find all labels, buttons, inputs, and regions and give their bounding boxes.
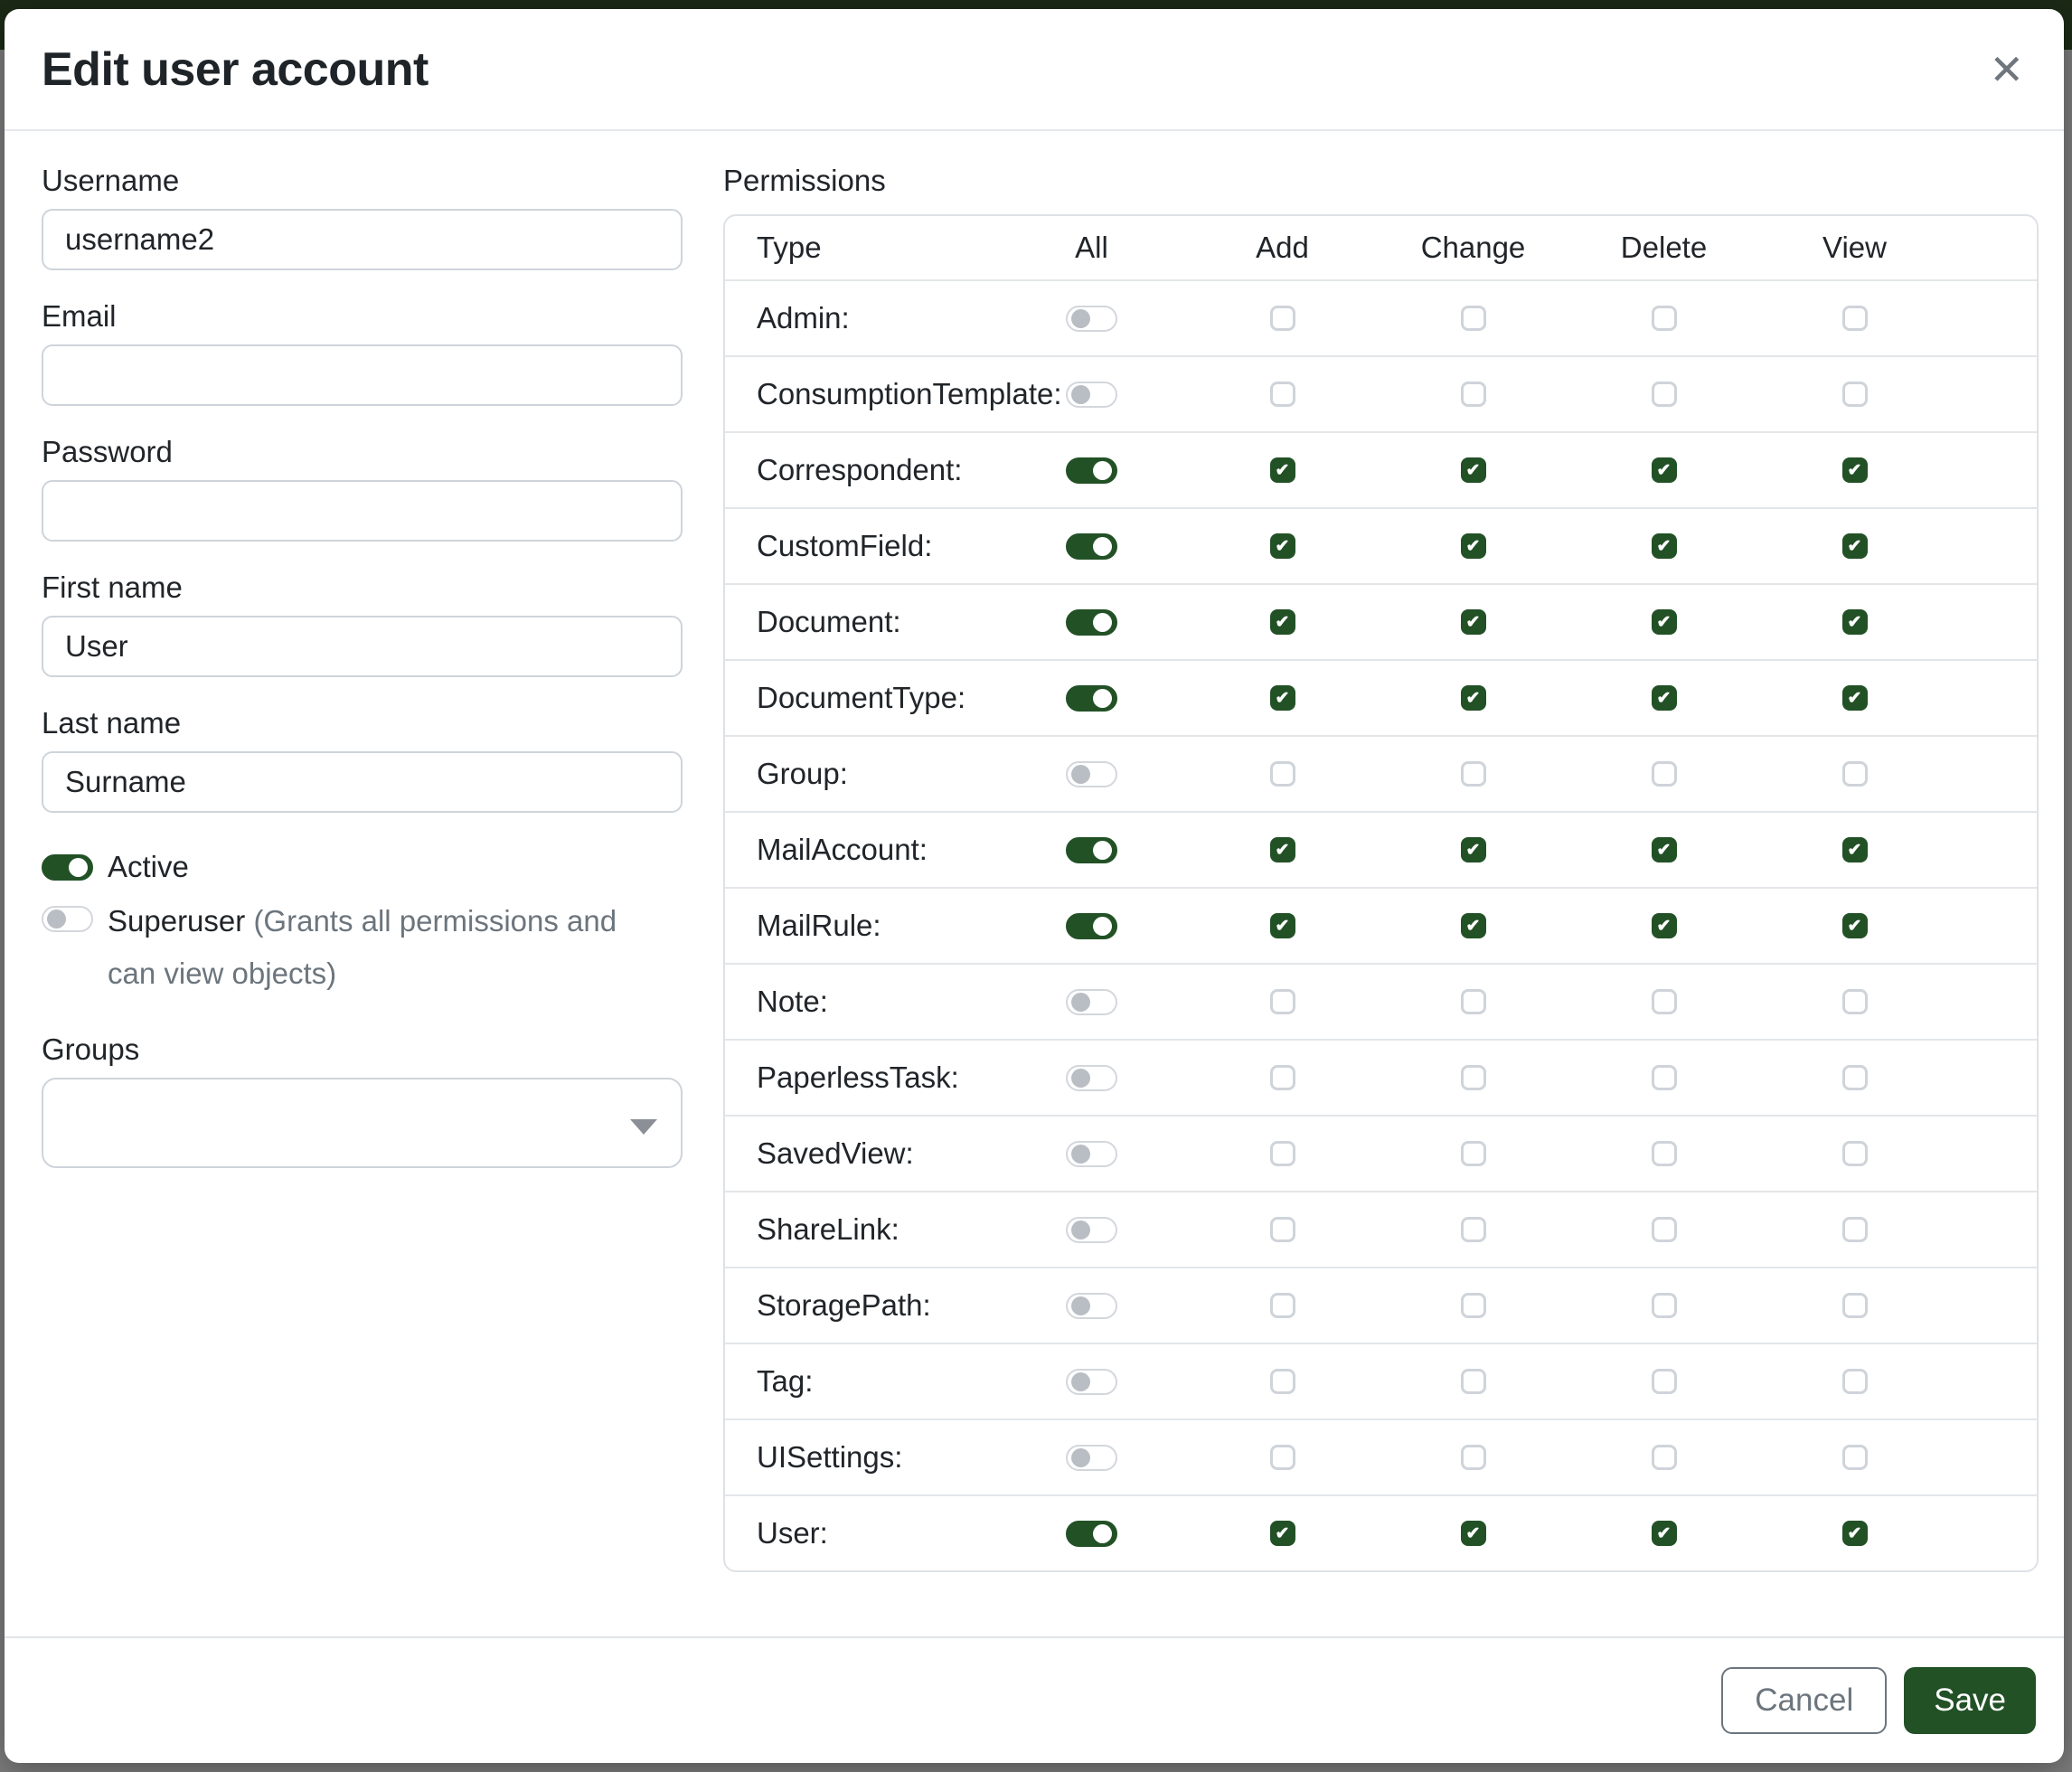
permission-add-checkbox[interactable]: ✔ xyxy=(1270,913,1295,938)
column-header-all: All xyxy=(1075,231,1108,264)
permission-change-checkbox[interactable] xyxy=(1461,306,1486,331)
permission-type-label: User: xyxy=(757,1516,828,1550)
permission-delete-checkbox[interactable]: ✔ xyxy=(1652,837,1677,862)
permission-change-checkbox[interactable]: ✔ xyxy=(1461,837,1486,862)
last-name-label: Last name xyxy=(42,706,182,740)
permission-delete-checkbox[interactable] xyxy=(1652,989,1677,1014)
column-header-add: Add xyxy=(1256,231,1309,264)
table-row xyxy=(725,431,2037,507)
permission-all-toggle[interactable] xyxy=(1066,609,1117,636)
permission-view-checkbox[interactable] xyxy=(1842,761,1868,787)
permissions-table xyxy=(723,214,2039,1572)
permission-change-checkbox[interactable] xyxy=(1461,1141,1486,1166)
permission-change-checkbox[interactable]: ✔ xyxy=(1461,609,1486,635)
permission-view-checkbox[interactable]: ✔ xyxy=(1842,913,1868,938)
permission-all-toggle[interactable] xyxy=(1066,685,1117,712)
permission-type-label: MailRule: xyxy=(757,909,881,942)
toggle-knob xyxy=(1071,993,1090,1012)
toggle-knob xyxy=(1071,1221,1090,1239)
column-header-delete: Delete xyxy=(1620,231,1708,264)
table-row xyxy=(725,735,2037,811)
permission-all-toggle[interactable] xyxy=(1066,989,1117,1015)
column-header-type: Type xyxy=(757,231,822,264)
permission-type-label: MailAccount: xyxy=(757,833,928,866)
permission-type-label: StoragePath: xyxy=(757,1288,931,1322)
permission-view-checkbox[interactable] xyxy=(1842,989,1868,1014)
permission-delete-checkbox[interactable] xyxy=(1652,1293,1677,1318)
permission-change-checkbox[interactable] xyxy=(1461,382,1486,407)
superuser-hint: (Grants all permissions and can view objects) xyxy=(108,904,617,990)
permission-all-toggle[interactable] xyxy=(1066,1293,1117,1319)
permission-all-toggle[interactable] xyxy=(1066,1141,1117,1167)
permission-delete-checkbox[interactable] xyxy=(1652,1065,1677,1090)
table-row xyxy=(725,1115,2037,1191)
permission-add-checkbox[interactable] xyxy=(1270,989,1295,1014)
permission-all-toggle[interactable] xyxy=(1066,837,1117,863)
permission-add-checkbox[interactable]: ✔ xyxy=(1270,837,1295,862)
table-row xyxy=(725,811,2037,887)
permission-view-checkbox[interactable]: ✔ xyxy=(1842,1521,1868,1546)
page-title: Edit user account xyxy=(42,42,429,96)
permission-type-label: Correspondent: xyxy=(757,453,963,486)
permission-type-label: ShareLink: xyxy=(757,1212,899,1246)
permission-change-checkbox[interactable]: ✔ xyxy=(1461,685,1486,711)
table-row xyxy=(725,1494,2037,1570)
password-input[interactable] xyxy=(42,480,683,542)
permission-change-checkbox[interactable]: ✔ xyxy=(1461,913,1486,938)
table-row xyxy=(725,659,2037,735)
close-icon: ✕ xyxy=(1989,45,2024,93)
column-header-change: Change xyxy=(1420,231,1526,264)
permission-all-toggle[interactable] xyxy=(1066,1521,1117,1547)
last-name-input[interactable] xyxy=(42,751,683,813)
toggle-knob xyxy=(1071,1145,1090,1164)
permission-type-label: PaperlessTask: xyxy=(757,1060,959,1094)
permission-view-checkbox[interactable]: ✔ xyxy=(1842,685,1868,711)
toggle-knob xyxy=(1093,537,1112,556)
toggle-knob xyxy=(1093,689,1112,708)
permission-add-checkbox[interactable] xyxy=(1270,1065,1295,1090)
permission-type-label: Admin: xyxy=(757,301,850,335)
toggle-knob xyxy=(69,858,88,877)
active-label: Active xyxy=(108,850,189,883)
edit-user-modal xyxy=(5,9,2064,1763)
table-row xyxy=(725,279,2037,355)
toggle-knob xyxy=(1093,613,1112,632)
permission-add-checkbox[interactable] xyxy=(1270,306,1295,331)
permission-all-toggle[interactable] xyxy=(1066,306,1117,332)
permission-add-checkbox[interactable]: ✔ xyxy=(1270,1521,1295,1546)
password-label: Password xyxy=(42,435,173,468)
toggle-knob xyxy=(1071,1296,1090,1315)
permission-type-label: DocumentType: xyxy=(757,681,966,714)
permission-all-toggle[interactable] xyxy=(1066,761,1117,787)
toggle-knob xyxy=(1071,309,1090,328)
active-toggle[interactable] xyxy=(42,854,93,881)
column-header-view: View xyxy=(1822,231,1887,264)
permissions-rows xyxy=(725,279,2037,1570)
permission-all-toggle[interactable] xyxy=(1066,1065,1117,1091)
permission-delete-checkbox[interactable] xyxy=(1652,382,1677,407)
permission-type-label: Note: xyxy=(757,985,828,1018)
table-row xyxy=(725,963,2037,1039)
permission-change-checkbox[interactable] xyxy=(1461,1065,1486,1090)
save-button[interactable]: Save xyxy=(1904,1667,2036,1734)
toggle-knob xyxy=(1093,841,1112,860)
permission-change-checkbox[interactable] xyxy=(1461,761,1486,787)
table-row xyxy=(725,1343,2037,1419)
user-form xyxy=(42,162,683,1636)
permission-view-checkbox[interactable] xyxy=(1842,1369,1868,1394)
permission-add-checkbox[interactable] xyxy=(1270,1141,1295,1166)
toggle-knob xyxy=(1071,385,1090,404)
permission-delete-checkbox[interactable] xyxy=(1652,1369,1677,1394)
toggle-knob xyxy=(1071,1069,1090,1088)
permission-view-checkbox[interactable] xyxy=(1842,1141,1868,1166)
toggle-knob xyxy=(47,910,66,928)
permission-type-label: Document: xyxy=(757,605,901,638)
toggle-knob xyxy=(1071,765,1090,784)
permission-add-checkbox[interactable] xyxy=(1270,1369,1295,1394)
permission-add-checkbox[interactable]: ✔ xyxy=(1270,685,1295,711)
permission-type-label: SavedView: xyxy=(757,1136,914,1170)
close-button[interactable] xyxy=(1980,42,2033,98)
permission-view-checkbox[interactable] xyxy=(1842,1217,1868,1242)
permission-all-toggle[interactable] xyxy=(1066,533,1117,560)
table-row xyxy=(725,1419,2037,1494)
email-label: Email xyxy=(42,299,117,333)
permission-delete-checkbox[interactable]: ✔ xyxy=(1652,457,1677,483)
permission-add-checkbox[interactable]: ✔ xyxy=(1270,457,1295,483)
permission-view-checkbox[interactable]: ✔ xyxy=(1842,609,1868,635)
first-name-input[interactable] xyxy=(42,616,683,677)
permission-change-checkbox[interactable]: ✔ xyxy=(1461,533,1486,559)
permission-add-checkbox[interactable] xyxy=(1270,1445,1295,1470)
permission-all-toggle[interactable] xyxy=(1066,382,1117,408)
permission-type-label: CustomField: xyxy=(757,529,933,562)
email-input[interactable] xyxy=(42,344,683,406)
permission-view-checkbox[interactable] xyxy=(1842,1065,1868,1090)
first-name-label: First name xyxy=(42,570,183,604)
permission-all-toggle[interactable] xyxy=(1066,1369,1117,1395)
toggle-knob xyxy=(1093,1524,1112,1543)
permission-delete-checkbox[interactable] xyxy=(1652,1217,1677,1242)
permission-type-label: ConsumptionTemplate: xyxy=(757,377,1062,410)
permission-change-checkbox[interactable] xyxy=(1461,989,1486,1014)
toggle-knob xyxy=(1093,461,1112,480)
modal-body xyxy=(5,131,2064,1636)
table-row xyxy=(725,1039,2037,1115)
table-row xyxy=(725,1267,2037,1343)
permission-change-checkbox[interactable] xyxy=(1461,1445,1486,1470)
permission-add-checkbox[interactable] xyxy=(1270,761,1295,787)
toggle-knob xyxy=(1071,1372,1090,1391)
permission-delete-checkbox[interactable] xyxy=(1652,761,1677,787)
permission-view-checkbox[interactable] xyxy=(1842,382,1868,407)
permission-type-label: Tag: xyxy=(757,1364,814,1398)
table-row xyxy=(725,583,2037,659)
username-input[interactable] xyxy=(42,209,683,270)
permission-delete-checkbox[interactable]: ✔ xyxy=(1652,913,1677,938)
permission-type-label: Group: xyxy=(757,757,848,790)
table-row xyxy=(725,1191,2037,1267)
permissions-table-header xyxy=(725,216,2037,279)
permission-add-checkbox[interactable]: ✔ xyxy=(1270,609,1295,635)
permission-add-checkbox[interactable] xyxy=(1270,382,1295,407)
superuser-toggle[interactable] xyxy=(42,906,93,932)
permissions-label: Permissions xyxy=(723,164,886,197)
permission-delete-checkbox[interactable]: ✔ xyxy=(1652,533,1677,559)
permission-change-checkbox[interactable]: ✔ xyxy=(1461,457,1486,483)
permission-view-checkbox[interactable]: ✔ xyxy=(1842,457,1868,483)
permission-view-checkbox[interactable]: ✔ xyxy=(1842,533,1868,559)
permission-all-toggle[interactable] xyxy=(1066,1445,1117,1471)
permissions-section xyxy=(723,162,2039,1636)
table-row xyxy=(725,355,2037,431)
permission-delete-checkbox[interactable]: ✔ xyxy=(1652,685,1677,711)
chevron-down-icon xyxy=(630,1119,657,1135)
permission-view-checkbox[interactable] xyxy=(1842,306,1868,331)
table-row xyxy=(725,507,2037,583)
toggle-knob xyxy=(1071,1448,1090,1467)
permission-delete-checkbox[interactable]: ✔ xyxy=(1652,1521,1677,1546)
permission-view-checkbox[interactable] xyxy=(1842,1445,1868,1470)
permission-add-checkbox[interactable]: ✔ xyxy=(1270,533,1295,559)
permission-delete-checkbox[interactable] xyxy=(1652,306,1677,331)
cancel-button[interactable]: Cancel xyxy=(1721,1667,1887,1734)
modal-header xyxy=(5,9,2064,131)
permission-view-checkbox[interactable] xyxy=(1842,1293,1868,1318)
permission-type-label: UISettings: xyxy=(757,1440,903,1474)
table-row xyxy=(725,887,2037,963)
permission-change-checkbox[interactable] xyxy=(1461,1369,1486,1394)
superuser-label: Superuser xyxy=(108,904,246,938)
permission-delete-checkbox[interactable] xyxy=(1652,1445,1677,1470)
permission-delete-checkbox[interactable] xyxy=(1652,1141,1677,1166)
modal-footer xyxy=(5,1636,2064,1763)
permission-change-checkbox[interactable] xyxy=(1461,1293,1486,1318)
permission-view-checkbox[interactable]: ✔ xyxy=(1842,837,1868,862)
permission-add-checkbox[interactable] xyxy=(1270,1293,1295,1318)
permission-all-toggle[interactable] xyxy=(1066,457,1117,484)
permission-delete-checkbox[interactable]: ✔ xyxy=(1652,609,1677,635)
toggle-knob xyxy=(1093,917,1112,936)
permission-change-checkbox[interactable] xyxy=(1461,1217,1486,1242)
permission-add-checkbox[interactable] xyxy=(1270,1217,1295,1242)
permission-change-checkbox[interactable]: ✔ xyxy=(1461,1521,1486,1546)
permission-all-toggle[interactable] xyxy=(1066,1217,1117,1243)
username-label: Username xyxy=(42,164,180,197)
groups-select[interactable] xyxy=(42,1078,683,1168)
permission-all-toggle[interactable] xyxy=(1066,913,1117,939)
groups-label: Groups xyxy=(42,1032,140,1066)
